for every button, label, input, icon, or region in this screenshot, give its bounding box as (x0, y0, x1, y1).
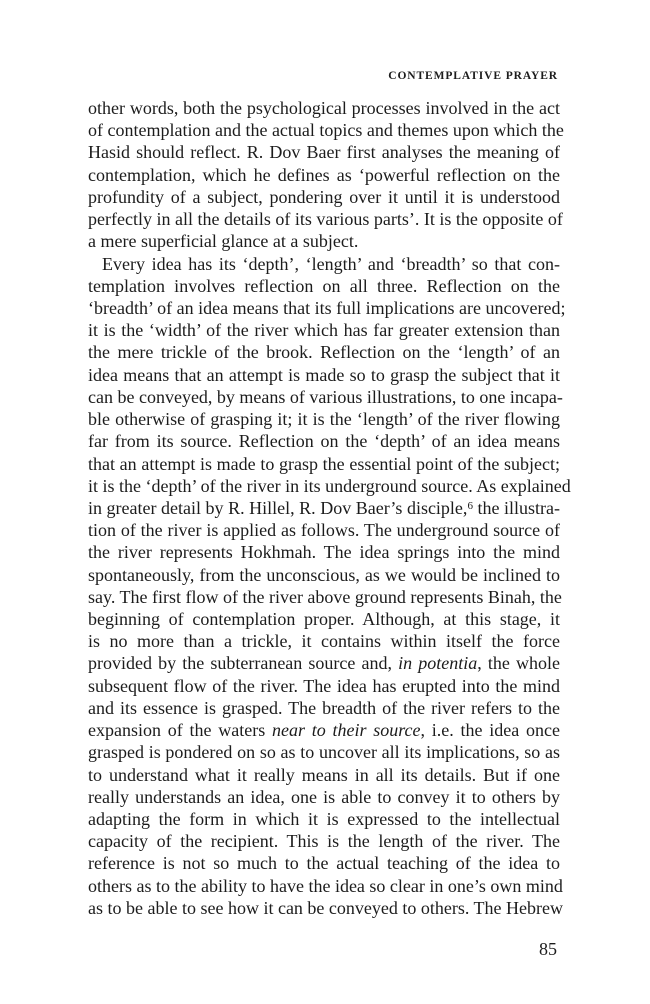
text-line (88, 830, 560, 852)
text-line (88, 808, 560, 830)
text-line (88, 386, 563, 408)
text-line (88, 875, 563, 897)
text-segment: tion of the river is applied as follows. The underground source of (88, 520, 560, 541)
text-line (88, 408, 560, 430)
text-segment: Hasid should reflect. R. Dov Baer first analyses the meaning of (88, 142, 560, 163)
text-line (88, 275, 560, 297)
text-line (88, 186, 560, 208)
text-line (88, 586, 560, 608)
text-segment: others as to the ability to have the idea so clear in one’s own mind (88, 875, 563, 896)
text-line (88, 786, 560, 808)
text-line (88, 364, 560, 386)
text-segment: templation involves reflection on all three. Reflection on the (88, 275, 560, 296)
text-line (88, 430, 560, 452)
text-segment: subsequent flow of the river. The idea has erupted into the mind (88, 675, 560, 696)
text-segment: in greater detail by R. Hillel, R. Dov Baer’s disciple, (88, 497, 468, 518)
text-line (88, 897, 564, 919)
text-line (88, 119, 564, 141)
text-segment: say. The first flow of the river above ground represents Binah, the (88, 586, 562, 607)
text-segment: ble otherwise of grasping it; it is the ‘length’ of the river flowing (88, 409, 560, 430)
running-head: CONTEMPLATIVE PRAYER (388, 70, 558, 82)
text-line (88, 97, 560, 119)
text-line (88, 164, 560, 186)
text-line (88, 608, 560, 630)
text-line (88, 297, 566, 319)
text-segment: of contemplation and the actual topics and themes upon which the (88, 120, 564, 141)
italic-text: in potentia (398, 653, 478, 674)
text-segment: far from its source. Reflection on the ‘depth’ of an idea means (88, 431, 560, 452)
text-segment: contemplation, which he defines as ‘powerful reflection on the (88, 164, 560, 185)
text-segment: the mere trickle of the brook. Reflection on the ‘length’ of an (88, 342, 560, 363)
text-line (88, 230, 560, 252)
text-segment: capacity of the recipient. This is the length of the river. The (88, 831, 560, 852)
text-line (88, 319, 560, 341)
text-line (88, 253, 560, 275)
text-line (88, 697, 560, 719)
text-segment: spontaneously, from the unconscious, as we would be inclined to (88, 564, 560, 585)
text-line (88, 341, 560, 363)
text-segment: other words, both the psychological processes involved in the act (88, 98, 560, 118)
text-line (88, 630, 560, 652)
text-line (88, 208, 563, 230)
text-segment: ‘breadth’ of an idea means that its full implications are uncovered; (88, 297, 566, 318)
text-line (88, 764, 560, 786)
text-line (88, 541, 560, 563)
text-line (88, 475, 571, 497)
text-segment: grasped is pondered on so as to uncover all its implications, so as (88, 742, 560, 763)
text-line (88, 453, 560, 475)
text-segment: provided by the subterranean source and, (88, 653, 399, 674)
text-line (88, 497, 560, 519)
text-line (88, 675, 560, 697)
italic-text: near to their source (271, 720, 421, 741)
text-segment: adapting the form in which it is expressed to the intellectual (88, 809, 560, 829)
footnote-marker: 6 (467, 499, 473, 512)
text-line (88, 141, 560, 163)
text-segment: the illustra- (472, 497, 560, 518)
text-segment: perfectly in all the details of its various parts’. It is the opposite of (88, 209, 563, 230)
text-line (88, 652, 560, 674)
page-number: 85 (539, 939, 557, 959)
text-segment: it is the ‘width’ of the river which has far greater extension than (88, 320, 560, 341)
body-text (88, 97, 571, 919)
text-segment: is no more than a trickle, it contains within itself the force (88, 631, 560, 652)
text-segment: Every idea has its ‘depth’, ‘length’ and ‘breadth’ so that con- (102, 253, 560, 274)
text-segment: it is the ‘depth’ of the river in its underground source. As explained (88, 475, 571, 496)
text-segment: , i.e. the idea once (420, 720, 560, 741)
text-line (88, 719, 560, 741)
text-segment: , the whole (477, 653, 560, 674)
text-line (88, 852, 560, 874)
text-segment: the river represents Hokhmah. The idea springs into the mind (88, 542, 560, 563)
text-segment: and its essence is grasped. The breadth of the river refers to the (88, 697, 560, 718)
text-segment: a mere superficial glance at a subject. (88, 231, 359, 252)
text-segment: really understands an idea, one is able to convey it to others by (88, 786, 560, 807)
text-segment: reference is not so much to the actual teaching of the idea to (88, 853, 560, 874)
text-line (88, 741, 560, 763)
text-segment: to understand what it really means in all its details. But if one (88, 764, 560, 785)
text-segment: expansion of the waters (88, 720, 272, 741)
text-segment: that an attempt is made to grasp the essential point of the subject; (88, 453, 560, 474)
text-line (88, 564, 560, 586)
text-segment: can be conveyed, by means of various illustrations, to one incapa- (88, 386, 563, 407)
text-line (88, 519, 560, 541)
text-segment: as to be able to see how it can be conveyed to others. The Hebrew (88, 897, 564, 918)
text-segment: profundity of a subject, pondering over it until it is understood (88, 186, 560, 207)
text-segment: idea means that an attempt is made so to grasp the subject that it (88, 364, 560, 385)
text-segment: beginning of contemplation proper. Although, at this stage, it (88, 609, 560, 630)
